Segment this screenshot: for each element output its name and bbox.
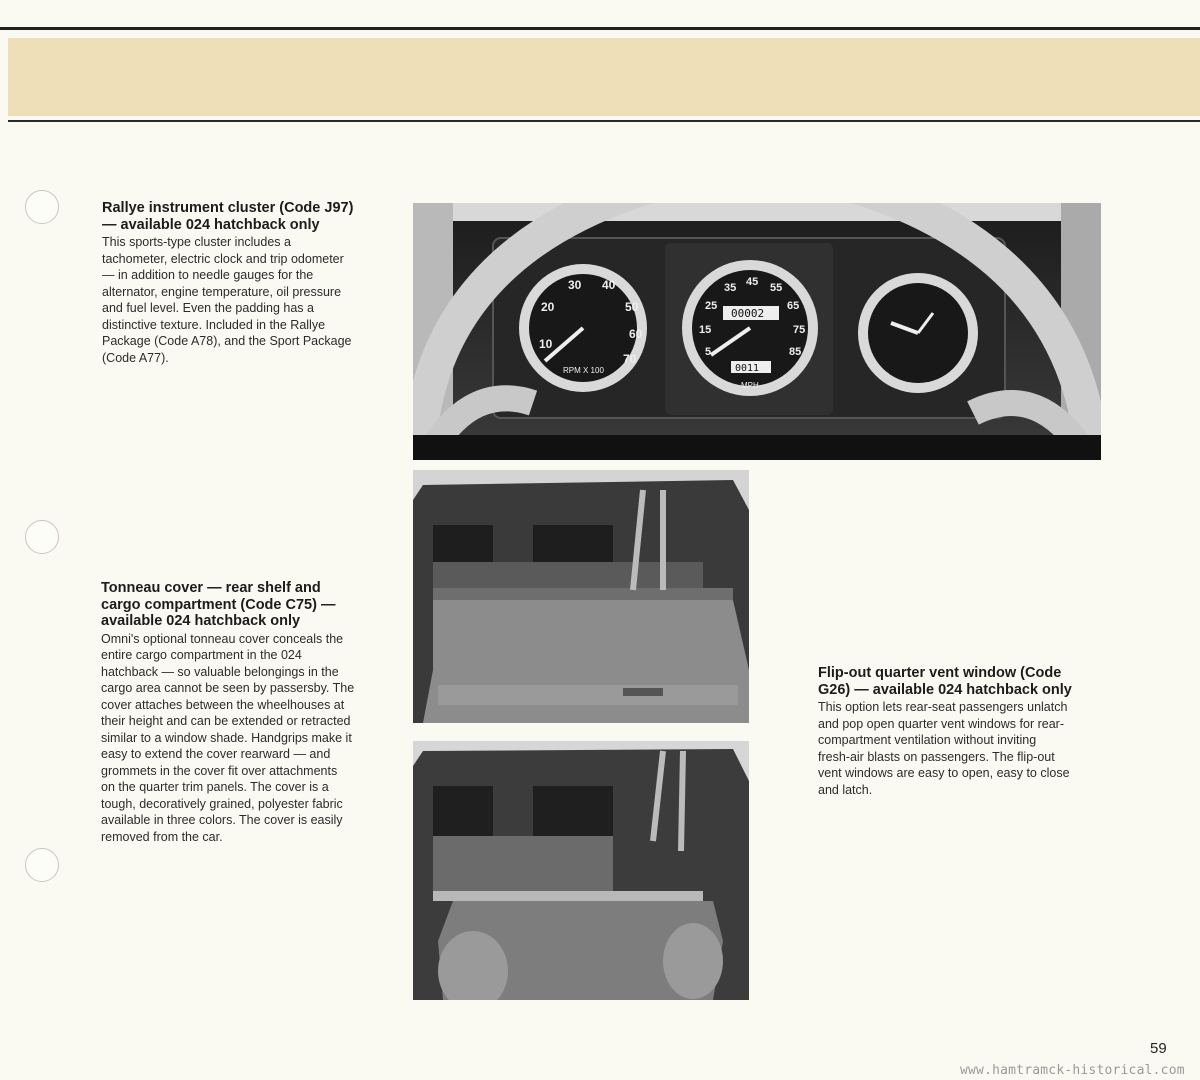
speedo-tick: 65 bbox=[787, 300, 800, 312]
body-line: removed from the car. bbox=[101, 829, 223, 844]
watermark: www.hamtramck-historical.com bbox=[960, 1063, 1185, 1078]
body-line: hatchback — so valuable belongings in the bbox=[101, 664, 339, 679]
tach-label: RPM X 100 bbox=[563, 366, 604, 375]
odometer-readout: 00002 bbox=[731, 307, 765, 320]
speedo-tick: 85 bbox=[789, 346, 802, 358]
speedo-tick: 15 bbox=[699, 324, 712, 336]
heading-line: available 024 hatchback only bbox=[101, 613, 301, 629]
body-line: grommets in the cover fit over attachments bbox=[101, 763, 338, 778]
heading-line: cargo compartment (Code C75) — bbox=[101, 596, 336, 613]
heading-line: Flip-out quarter vent window (Code bbox=[818, 665, 1062, 681]
binder-hole-top bbox=[25, 190, 59, 224]
tonneau-cover-retracted-photo bbox=[413, 741, 749, 1000]
speedo-tick: 55 bbox=[770, 282, 783, 294]
body-line: and latch. bbox=[818, 782, 873, 797]
section-body bbox=[101, 631, 401, 846]
binder-hole-middle bbox=[25, 520, 59, 554]
header-band bbox=[8, 38, 1200, 116]
tach-tick: 30 bbox=[568, 278, 582, 292]
body-line: their height and can be extended or retracted bbox=[101, 714, 351, 728]
heading-line: Rallye instrument cluster (Code J97) bbox=[102, 200, 354, 216]
body-line: (Code A77). bbox=[102, 350, 169, 365]
section-quarter-vent-window bbox=[818, 665, 1118, 798]
body-line: vent windows are easy to open, easy to close bbox=[818, 766, 1070, 780]
section-body bbox=[102, 234, 392, 366]
body-line: This option lets rear-seat passengers unlatch bbox=[818, 700, 1068, 714]
tonneau-cover-extended-photo bbox=[413, 470, 749, 723]
speedo-tick: 75 bbox=[793, 324, 806, 336]
body-line: cargo area cannot be seen by passersby. The bbox=[101, 681, 355, 695]
body-line: cover attaches between the wheelhouses at bbox=[101, 697, 345, 712]
heading-line: G26) — available 024 hatchback only bbox=[818, 681, 1072, 698]
body-line: on the quarter trim panels. The cover is a bbox=[101, 780, 329, 794]
top-rule bbox=[0, 27, 1200, 30]
instrument-cluster-photo bbox=[413, 203, 1101, 460]
speedo-tick: 35 bbox=[724, 282, 737, 294]
tach-tick: 20 bbox=[541, 300, 555, 314]
tach-tick: 70 bbox=[623, 352, 637, 366]
heading-line: Tonneau cover — rear shelf and bbox=[101, 580, 321, 596]
body-line: fresh-air blasts on passengers. The flip-out bbox=[818, 749, 1055, 764]
body-line: alternator, engine temperature, oil pressure bbox=[102, 284, 342, 299]
binder-hole-bottom bbox=[25, 848, 59, 882]
page-number: 59 bbox=[1150, 1040, 1167, 1057]
body-line: tachometer, electric clock and trip odometer bbox=[102, 251, 344, 266]
section-tonneau-cover bbox=[101, 580, 401, 845]
body-line: This sports-type cluster includes a bbox=[102, 235, 291, 249]
trip-odometer-readout: 0011 bbox=[735, 363, 760, 374]
body-line: compartment ventilation without inviting bbox=[818, 733, 1037, 747]
speedo-label: MPH bbox=[741, 381, 759, 390]
body-line: entire cargo compartment in the 024 bbox=[101, 648, 302, 662]
tach-tick: 40 bbox=[602, 278, 616, 292]
header-rule bbox=[8, 120, 1200, 122]
body-line: distinctive texture. Included in the Rallye bbox=[102, 317, 326, 332]
tach-tick: 60 bbox=[629, 327, 643, 341]
speedo-tick: 25 bbox=[705, 300, 718, 312]
section-body bbox=[818, 699, 1118, 798]
section-heading bbox=[102, 200, 392, 233]
section-heading bbox=[818, 665, 1118, 698]
section-rallye-cluster bbox=[102, 200, 392, 366]
body-line: Omni's optional tonneau cover conceals the bbox=[101, 631, 344, 646]
body-line: — in addition to needle gauges for the bbox=[102, 268, 314, 282]
body-line: tough, decoratively grained, polyester fabric bbox=[101, 796, 343, 811]
body-line: and fuel level. Even the padding has a bbox=[102, 301, 314, 315]
body-line: and pop open quarter vent windows for rear- bbox=[818, 716, 1064, 731]
speedo-tick: 5 bbox=[705, 346, 712, 358]
tach-tick: 50 bbox=[625, 300, 639, 314]
body-line: easy to extend the cover rearward — and bbox=[101, 747, 331, 761]
section-heading bbox=[101, 580, 401, 630]
body-line: Package (Code A78), and the Sport Package bbox=[102, 334, 352, 348]
body-line: similar to a window shade. Handgrips make it bbox=[101, 730, 352, 745]
tach-tick: 10 bbox=[539, 337, 553, 351]
speedo-tick: 45 bbox=[746, 276, 759, 288]
heading-line: — available 024 hatchback only bbox=[102, 216, 320, 233]
body-line: available in three colors. The cover is easily bbox=[101, 813, 343, 827]
